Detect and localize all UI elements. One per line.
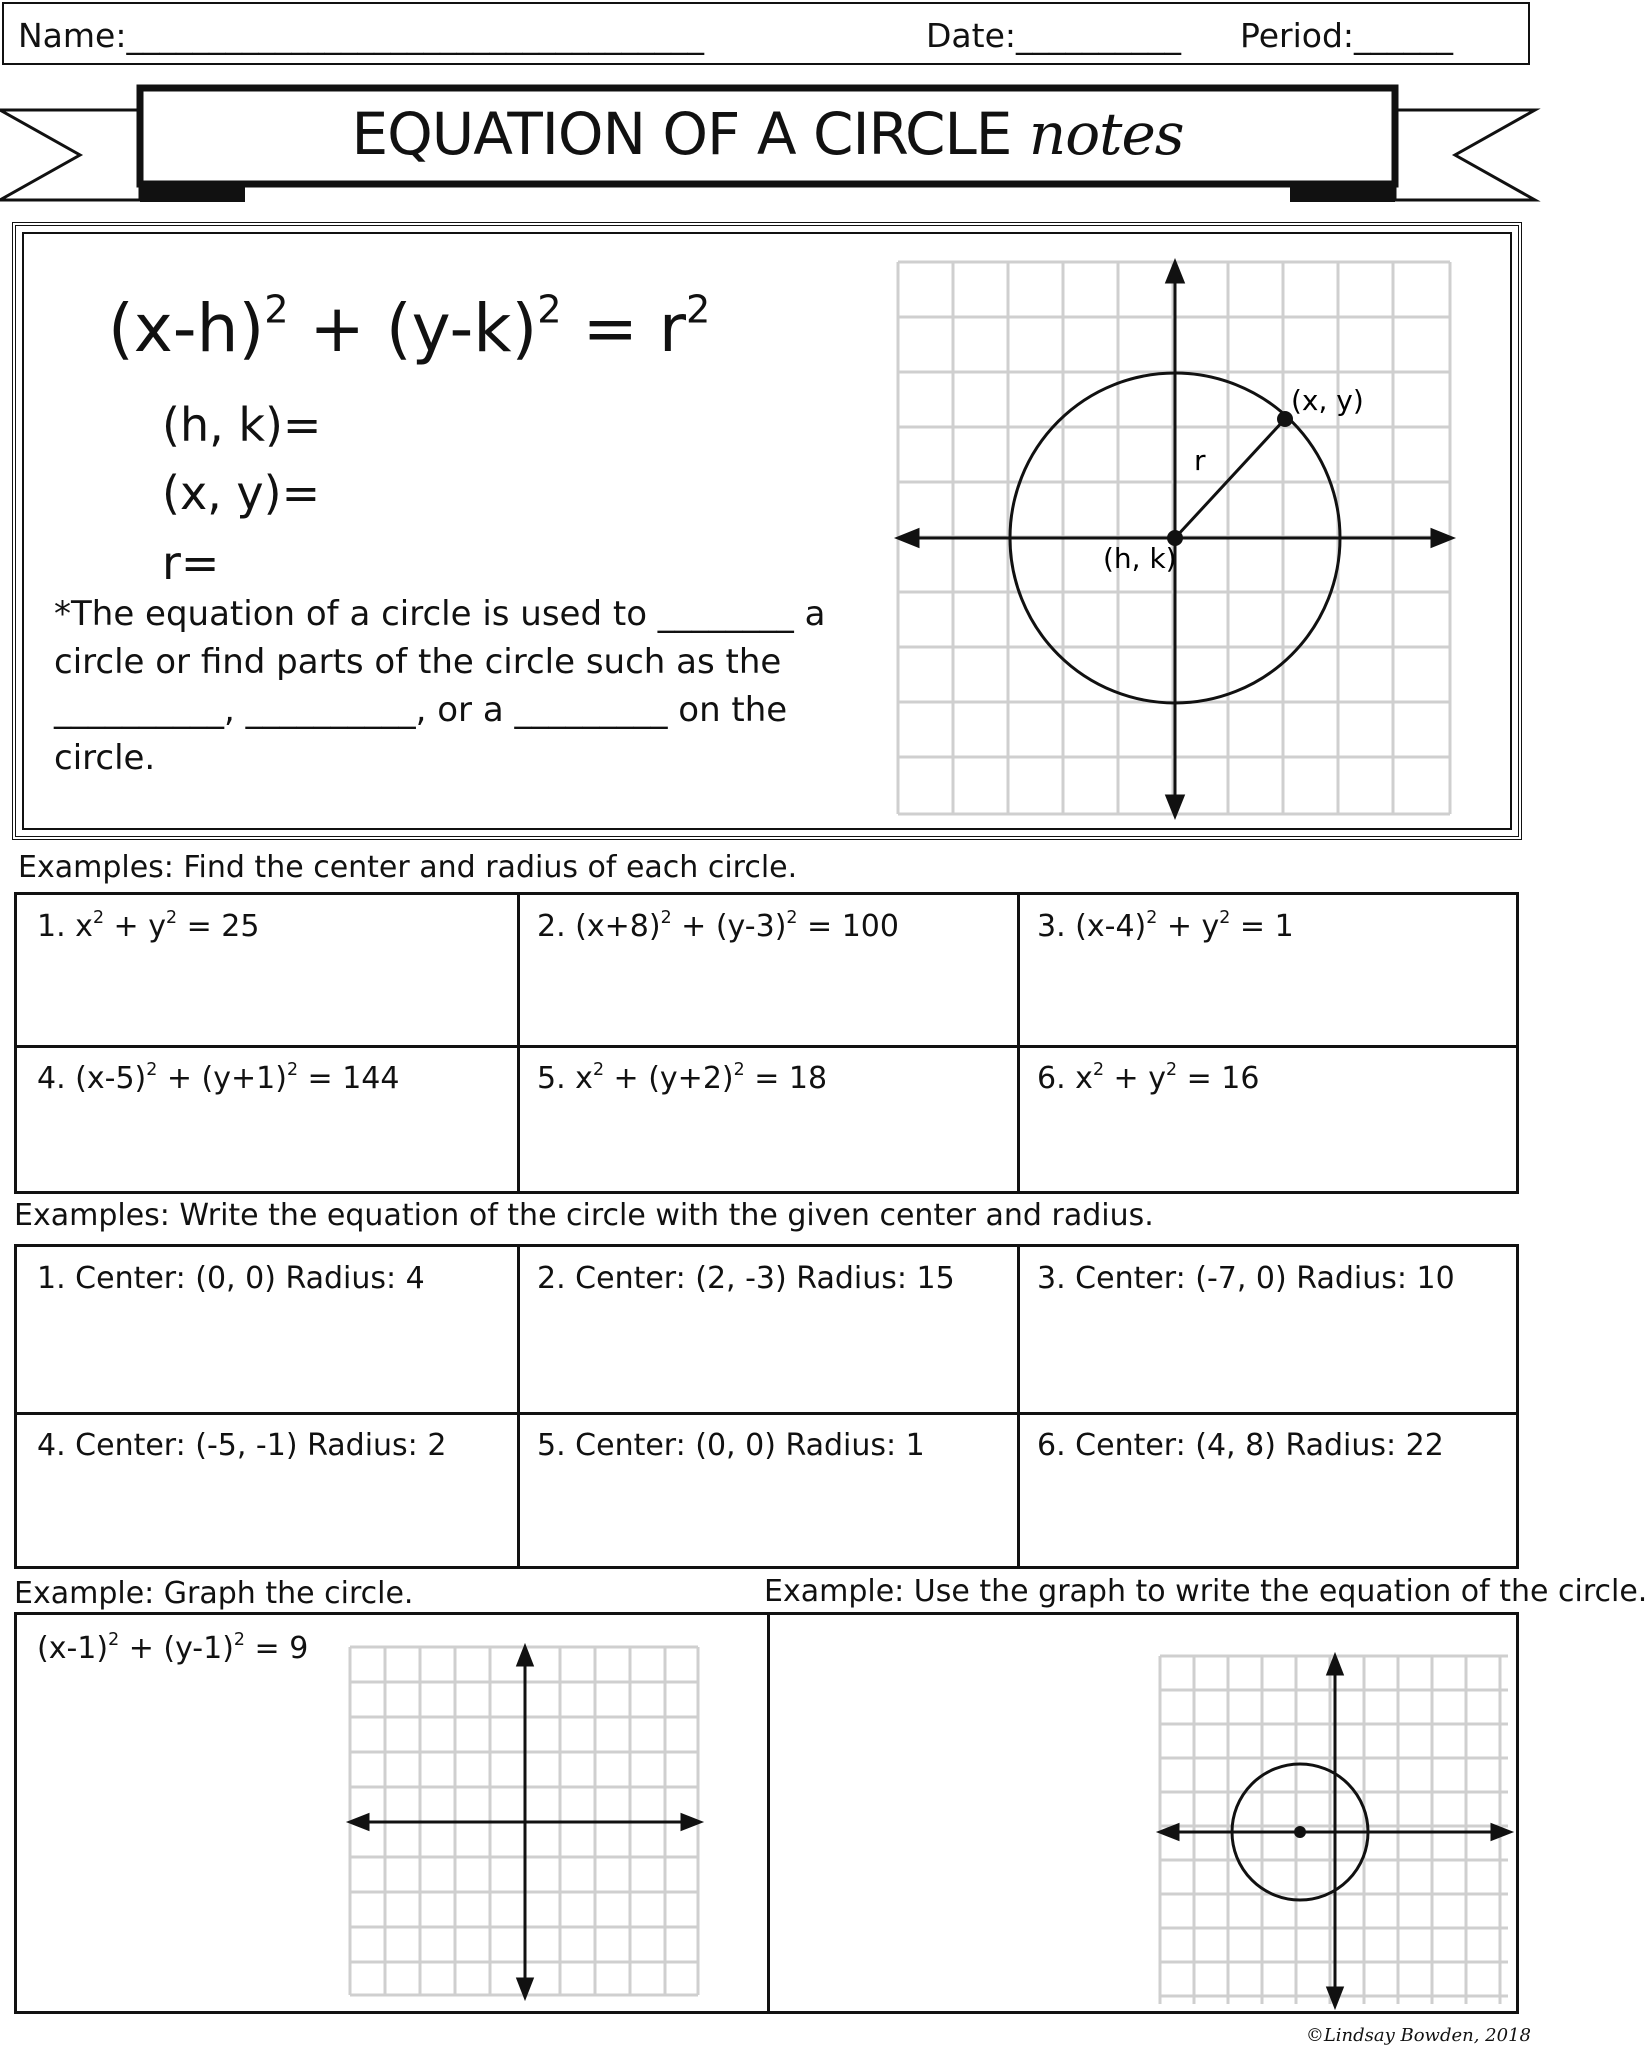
given-circle-center [1294, 1826, 1306, 1838]
circle-diagram [898, 262, 1452, 816]
blank-graph[interactable] [350, 1647, 700, 1997]
given-circle-graph [1160, 1656, 1510, 2006]
copyright: ©Lindsay Bowden, 2018 [1305, 2025, 1531, 2046]
section3-left-label: Example: Graph the circle. [14, 1576, 414, 1611]
s2-problem-4: 4. Center: (-5, -1) Radius: 2 [37, 1428, 447, 1463]
definition-center: (h, k)= [162, 398, 322, 452]
s1-problem-2: 2. $(x+8)^2 + (y-3)^2 = 100$ [537, 907, 899, 944]
s1-problem-5: 5. $x^2 + (y+2)^2 = 18$ [537, 1059, 828, 1096]
radius-line [1175, 419, 1285, 538]
definition-radius: r= [162, 536, 220, 590]
s2-problem-6: 6. Center: (4, 8) Radius: 22 [1037, 1428, 1444, 1463]
section1-label: Examples: Find the center and radius of each circle. [18, 850, 798, 885]
page-title: EQUATION OF A CIRCLE notes [351, 100, 1184, 168]
s1-problem-4: 4. $(x-5)^2 + (y+1)^2 = 144$ [37, 1059, 400, 1096]
s2-problem-5: 5. Center: (0, 0) Radius: 1 [537, 1428, 925, 1463]
s1-problem-6: 6. $x^2 + y^2 = 16$ [1037, 1059, 1260, 1096]
center-label: (h, k) [1103, 542, 1177, 575]
section2-table [14, 1244, 1519, 1569]
graph-equation: $(x-1)^2 + (y-1)^2 = 9$ [37, 1629, 309, 1666]
point-label: (x, y) [1291, 384, 1364, 417]
s1-problem-1: 1. $x^2 + y^2 = 25$ [37, 907, 260, 944]
header-bar [2, 2, 1530, 65]
name-field[interactable]: Name:___________________________________ [18, 16, 704, 55]
section1-table [14, 892, 1519, 1194]
period-field[interactable]: Period:______ [1240, 16, 1454, 55]
section2-label: Examples: Write the equation of the circle with the given center and radius. [14, 1198, 1154, 1233]
section3-right-label: Example: Use the graph to write the equation of the circle. [764, 1574, 1647, 1609]
s2-problem-3: 3. Center: (-7, 0) Radius: 10 [1037, 1261, 1455, 1296]
definition-point: (x, y)= [162, 466, 321, 520]
s2-problem-2: 2. Center: (2, -3) Radius: 15 [537, 1261, 955, 1296]
date-field[interactable]: Date:__________ [926, 16, 1181, 55]
s2-problem-1: 1. Center: (0, 0) Radius: 4 [37, 1261, 425, 1296]
note-text: *The equation of a circle is used to ________ a circle or find parts of the circle such as the __________, __________, or a _________ on the circle. [54, 594, 826, 778]
radius-label: r [1194, 444, 1206, 477]
circle-equation: $(x-h)^2 + (y-k)^2 = r^2$ [108, 287, 711, 367]
s1-problem-3: 3. $(x-4)^2 + y^2 = 1$ [1037, 907, 1294, 944]
